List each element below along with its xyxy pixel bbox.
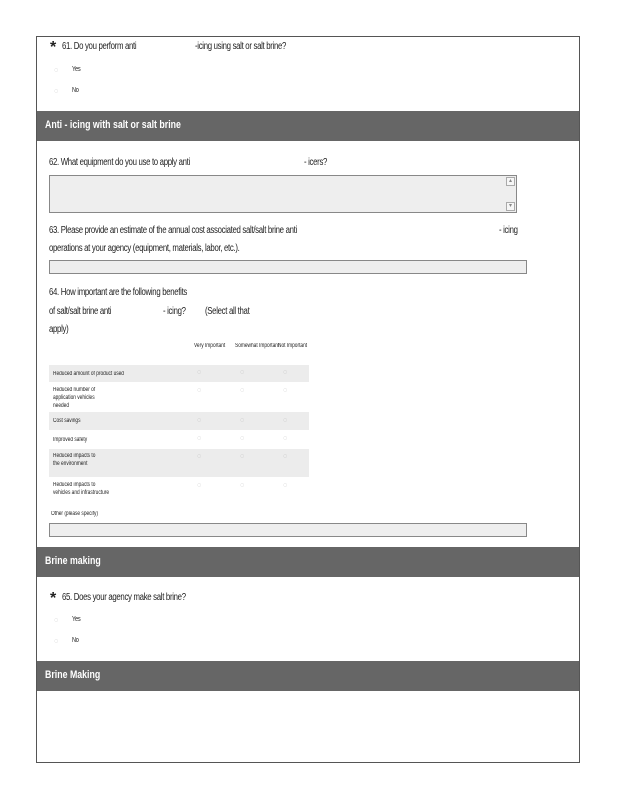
column-header: Very Important: [194, 343, 226, 349]
radio-button-icon[interactable]: ◌: [240, 387, 245, 394]
section-title: Anti - icing with salt or salt brine: [45, 119, 181, 131]
section-header-anti-icing: [37, 111, 579, 141]
radio-button-icon[interactable]: ◌: [197, 435, 202, 442]
q63-text-part1: 63. Please provide an estimate of the annual cost associated salt/salt brine anti: [49, 225, 297, 236]
q64-text-line2b: - icing?: [163, 306, 186, 317]
row-label: Reduced impacts to vehicles and infrastructure: [53, 482, 110, 496]
table-row: [49, 383, 309, 411]
q61-text-part2: -icing using salt or salt brine?: [195, 41, 287, 52]
q64-text-line1: 64. How important are the following benefits: [49, 287, 188, 298]
q64-text-line2c: (Select all that: [205, 306, 250, 317]
q65-option-no: No: [72, 637, 79, 644]
radio-button-icon[interactable]: ◌: [54, 67, 59, 74]
row-label: Improved safety: [53, 437, 88, 443]
q64-other-input[interactable]: [49, 523, 527, 537]
radio-button-icon[interactable]: ◌: [283, 387, 288, 394]
table-row: [49, 412, 309, 430]
required-asterisk-icon: *: [50, 590, 57, 607]
radio-button-icon[interactable]: ◌: [54, 617, 59, 624]
radio-button-icon[interactable]: ◌: [240, 482, 245, 489]
required-asterisk-icon: *: [50, 39, 57, 56]
other-specify-label: Other (please specify): [51, 511, 98, 517]
radio-button-icon[interactable]: ◌: [240, 435, 245, 442]
radio-button-icon[interactable]: ◌: [283, 482, 288, 489]
radio-button-icon[interactable]: ◌: [283, 435, 288, 442]
survey-page: [36, 36, 580, 763]
row-label: Reduced impacts to the environment: [53, 453, 96, 467]
q61-option-yes: Yes: [72, 66, 81, 73]
radio-button-icon[interactable]: ◌: [197, 387, 202, 394]
q63-answer-input[interactable]: [49, 260, 527, 274]
q61-text-part1: 61. Do you perform anti: [62, 41, 137, 52]
section-header-brine-making: [37, 547, 579, 577]
q61-option-no: No: [72, 87, 79, 94]
row-label: Reduced number of application vehicles needed: [53, 387, 96, 409]
radio-button-icon[interactable]: ◌: [240, 417, 245, 424]
q62-text-part2: - icers?: [304, 157, 328, 168]
row-label: Cost savings: [53, 418, 81, 424]
radio-button-icon[interactable]: ◌: [283, 453, 288, 460]
scroll-down-icon[interactable]: ▾: [506, 202, 515, 211]
table-row: [49, 431, 309, 448]
radio-button-icon[interactable]: ◌: [197, 369, 202, 376]
radio-button-icon[interactable]: ◌: [54, 638, 59, 645]
table-row: [49, 449, 309, 477]
column-header: Somewhat Important: [235, 343, 280, 349]
radio-button-icon[interactable]: ◌: [197, 417, 202, 424]
q64-text-line2a: of salt/salt brine anti: [49, 306, 112, 317]
radio-button-icon[interactable]: ◌: [283, 417, 288, 424]
q62-answer-textarea[interactable]: [49, 175, 517, 213]
radio-button-icon[interactable]: ◌: [240, 369, 245, 376]
table-row: [49, 365, 309, 382]
radio-button-icon[interactable]: ◌: [283, 369, 288, 376]
table-row: [49, 478, 309, 506]
q62-text-part1: 62. What equipment do you use to apply anti: [49, 157, 190, 168]
section-header-brine-making-2: [37, 661, 579, 691]
scroll-up-icon[interactable]: ▴: [506, 177, 515, 186]
radio-button-icon[interactable]: ◌: [240, 453, 245, 460]
radio-button-icon[interactable]: ◌: [54, 88, 59, 95]
q63-text-part3: operations at your agency (equipment, materials, labor, etc.).: [49, 243, 240, 254]
section-title: Brine making: [45, 555, 101, 567]
q65-text: 65. Does your agency make salt brine?: [62, 592, 186, 603]
row-label: Reduced amount of product used: [53, 371, 124, 377]
q65-option-yes: Yes: [72, 616, 81, 623]
section-title: Brine Making: [45, 669, 101, 681]
q64-text-line3: apply): [49, 324, 69, 335]
column-header: Not Important: [278, 343, 308, 349]
radio-button-icon[interactable]: ◌: [197, 482, 202, 489]
q63-text-part2: - icing: [499, 225, 518, 236]
radio-button-icon[interactable]: ◌: [197, 453, 202, 460]
